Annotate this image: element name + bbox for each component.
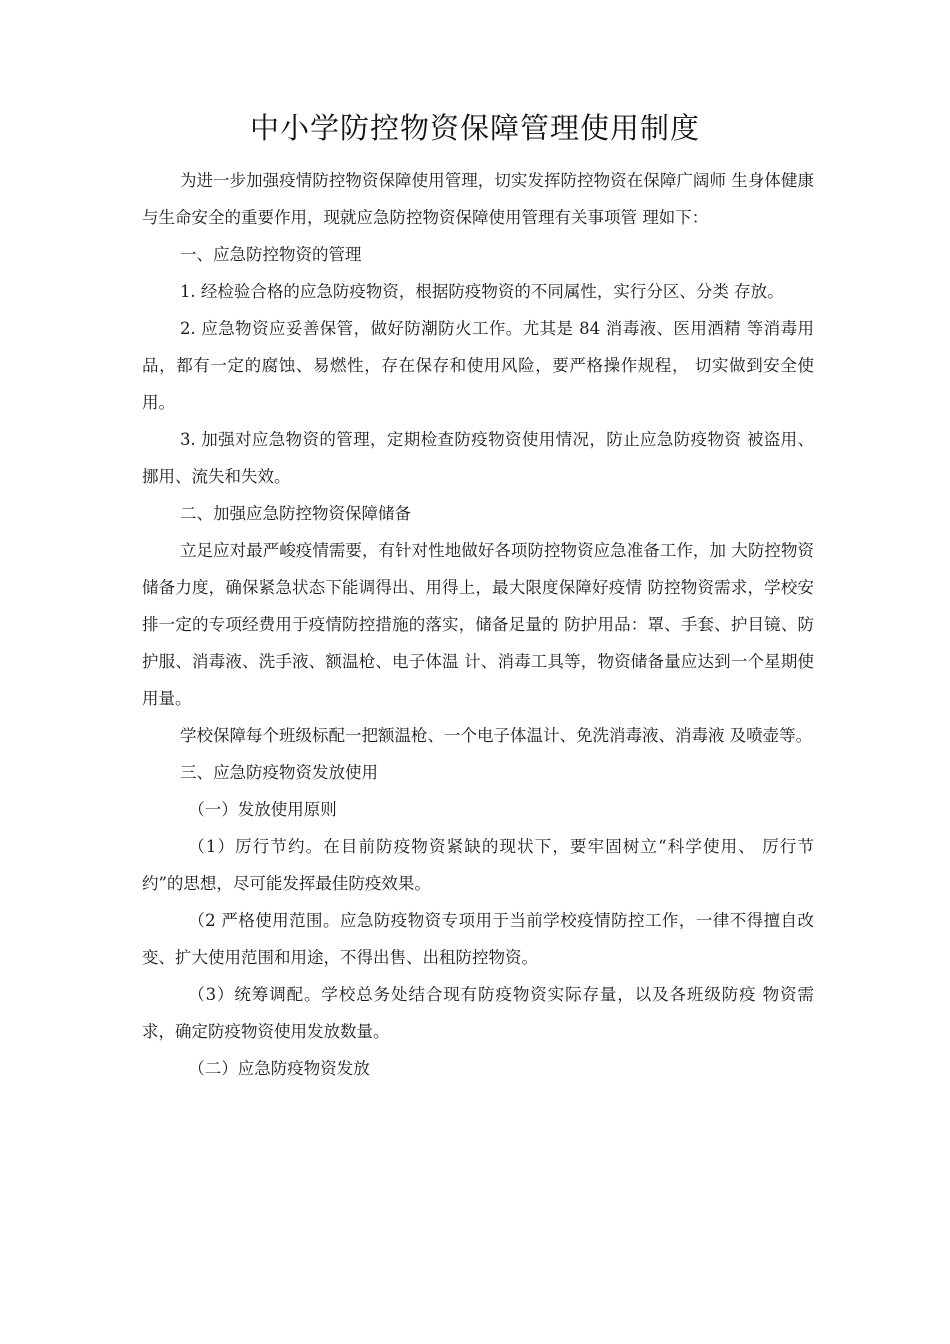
paragraph-1-1: 1. 经检验合格的应急防疫物资，根据防疫物资的不同属性，实行分区、分类 存放。 <box>179 282 784 301</box>
subsection-heading-3-1: （一）发放使用原则 <box>188 800 337 819</box>
document-body <box>142 162 814 1087</box>
document-title: 中小学防控物资保障管理使用制度 <box>249 111 700 145</box>
intro-paragraph: 为进一步加强疫情防控物资保障使用管理，切实发挥防控物资在保障广阔师 生身体健康与生命安全的重要作用，现就应急防控物资保障使用管理有关事项管 理如下： <box>142 171 814 227</box>
paragraph-2-1: 立足应对最严峻疫情需要，有针对性地做好各项防控物资应急准备工作，加 大防控物资储备力度，确保紧急状态下能调得出、用得上，最大限度保障好疫情 防控物资需求，学校安排一定的专项经费用于疫情防控措施的落实，储备足量的 防护用品：罩、手套、护目镜、防护服、消毒液、洗手液、额温枪、电子体温 计、消毒工具等，物资储备量应达到一个星期使用量。 <box>142 541 814 708</box>
section-heading-3: 三、应急防疫物资发放使用 <box>179 763 378 782</box>
paragraph-3-1-2: （2 严格使用范围。应急防疫物资专项用于当前学校疫情防控工作，一律不得擅自改变、扩大使用范围和用途，不得出售、出租防控物资。 <box>142 911 814 967</box>
paragraph-3-1-1: （1）厉行节约。在目前防疫物资紧缺的现状下，要牢固树立“科学使用、 厉行节约”的思想，尽可能发挥最佳防疫效果。 <box>142 837 814 893</box>
section-heading-1: 一、应急防控物资的管理 <box>179 245 362 264</box>
paragraph-2-2: 学校保障每个班级标配一把额温枪、一个电子体温计、免洗消毒液、消毒液 及喷壶等。 <box>179 726 813 745</box>
paragraph-1-3: 3. 加强对应急物资的管理，定期检查防疫物资使用情况，防止应急防疫物资 被盗用、挪用、流失和失效。 <box>142 430 814 486</box>
paragraph-1-2: 2. 应急物资应妥善保管，做好防潮防火工作。尤其是 84 消毒液、医用酒精 等消毒用品，都有一定的腐蚀、易燃性，存在保存和使用风险，要严格操作规程， 切实做到安全使用。 <box>142 319 814 412</box>
paragraph-3-1-3: （3）统筹调配。学校总务处结合现有防疫物资实际存量，以及各班级防疫 物资需求，确定防疫物资使用发放数量。 <box>142 985 814 1041</box>
subsection-heading-3-2: （二）应急防疫物资发放 <box>188 1059 370 1078</box>
section-heading-2: 二、加强应急防控物资保障储备 <box>179 504 411 523</box>
